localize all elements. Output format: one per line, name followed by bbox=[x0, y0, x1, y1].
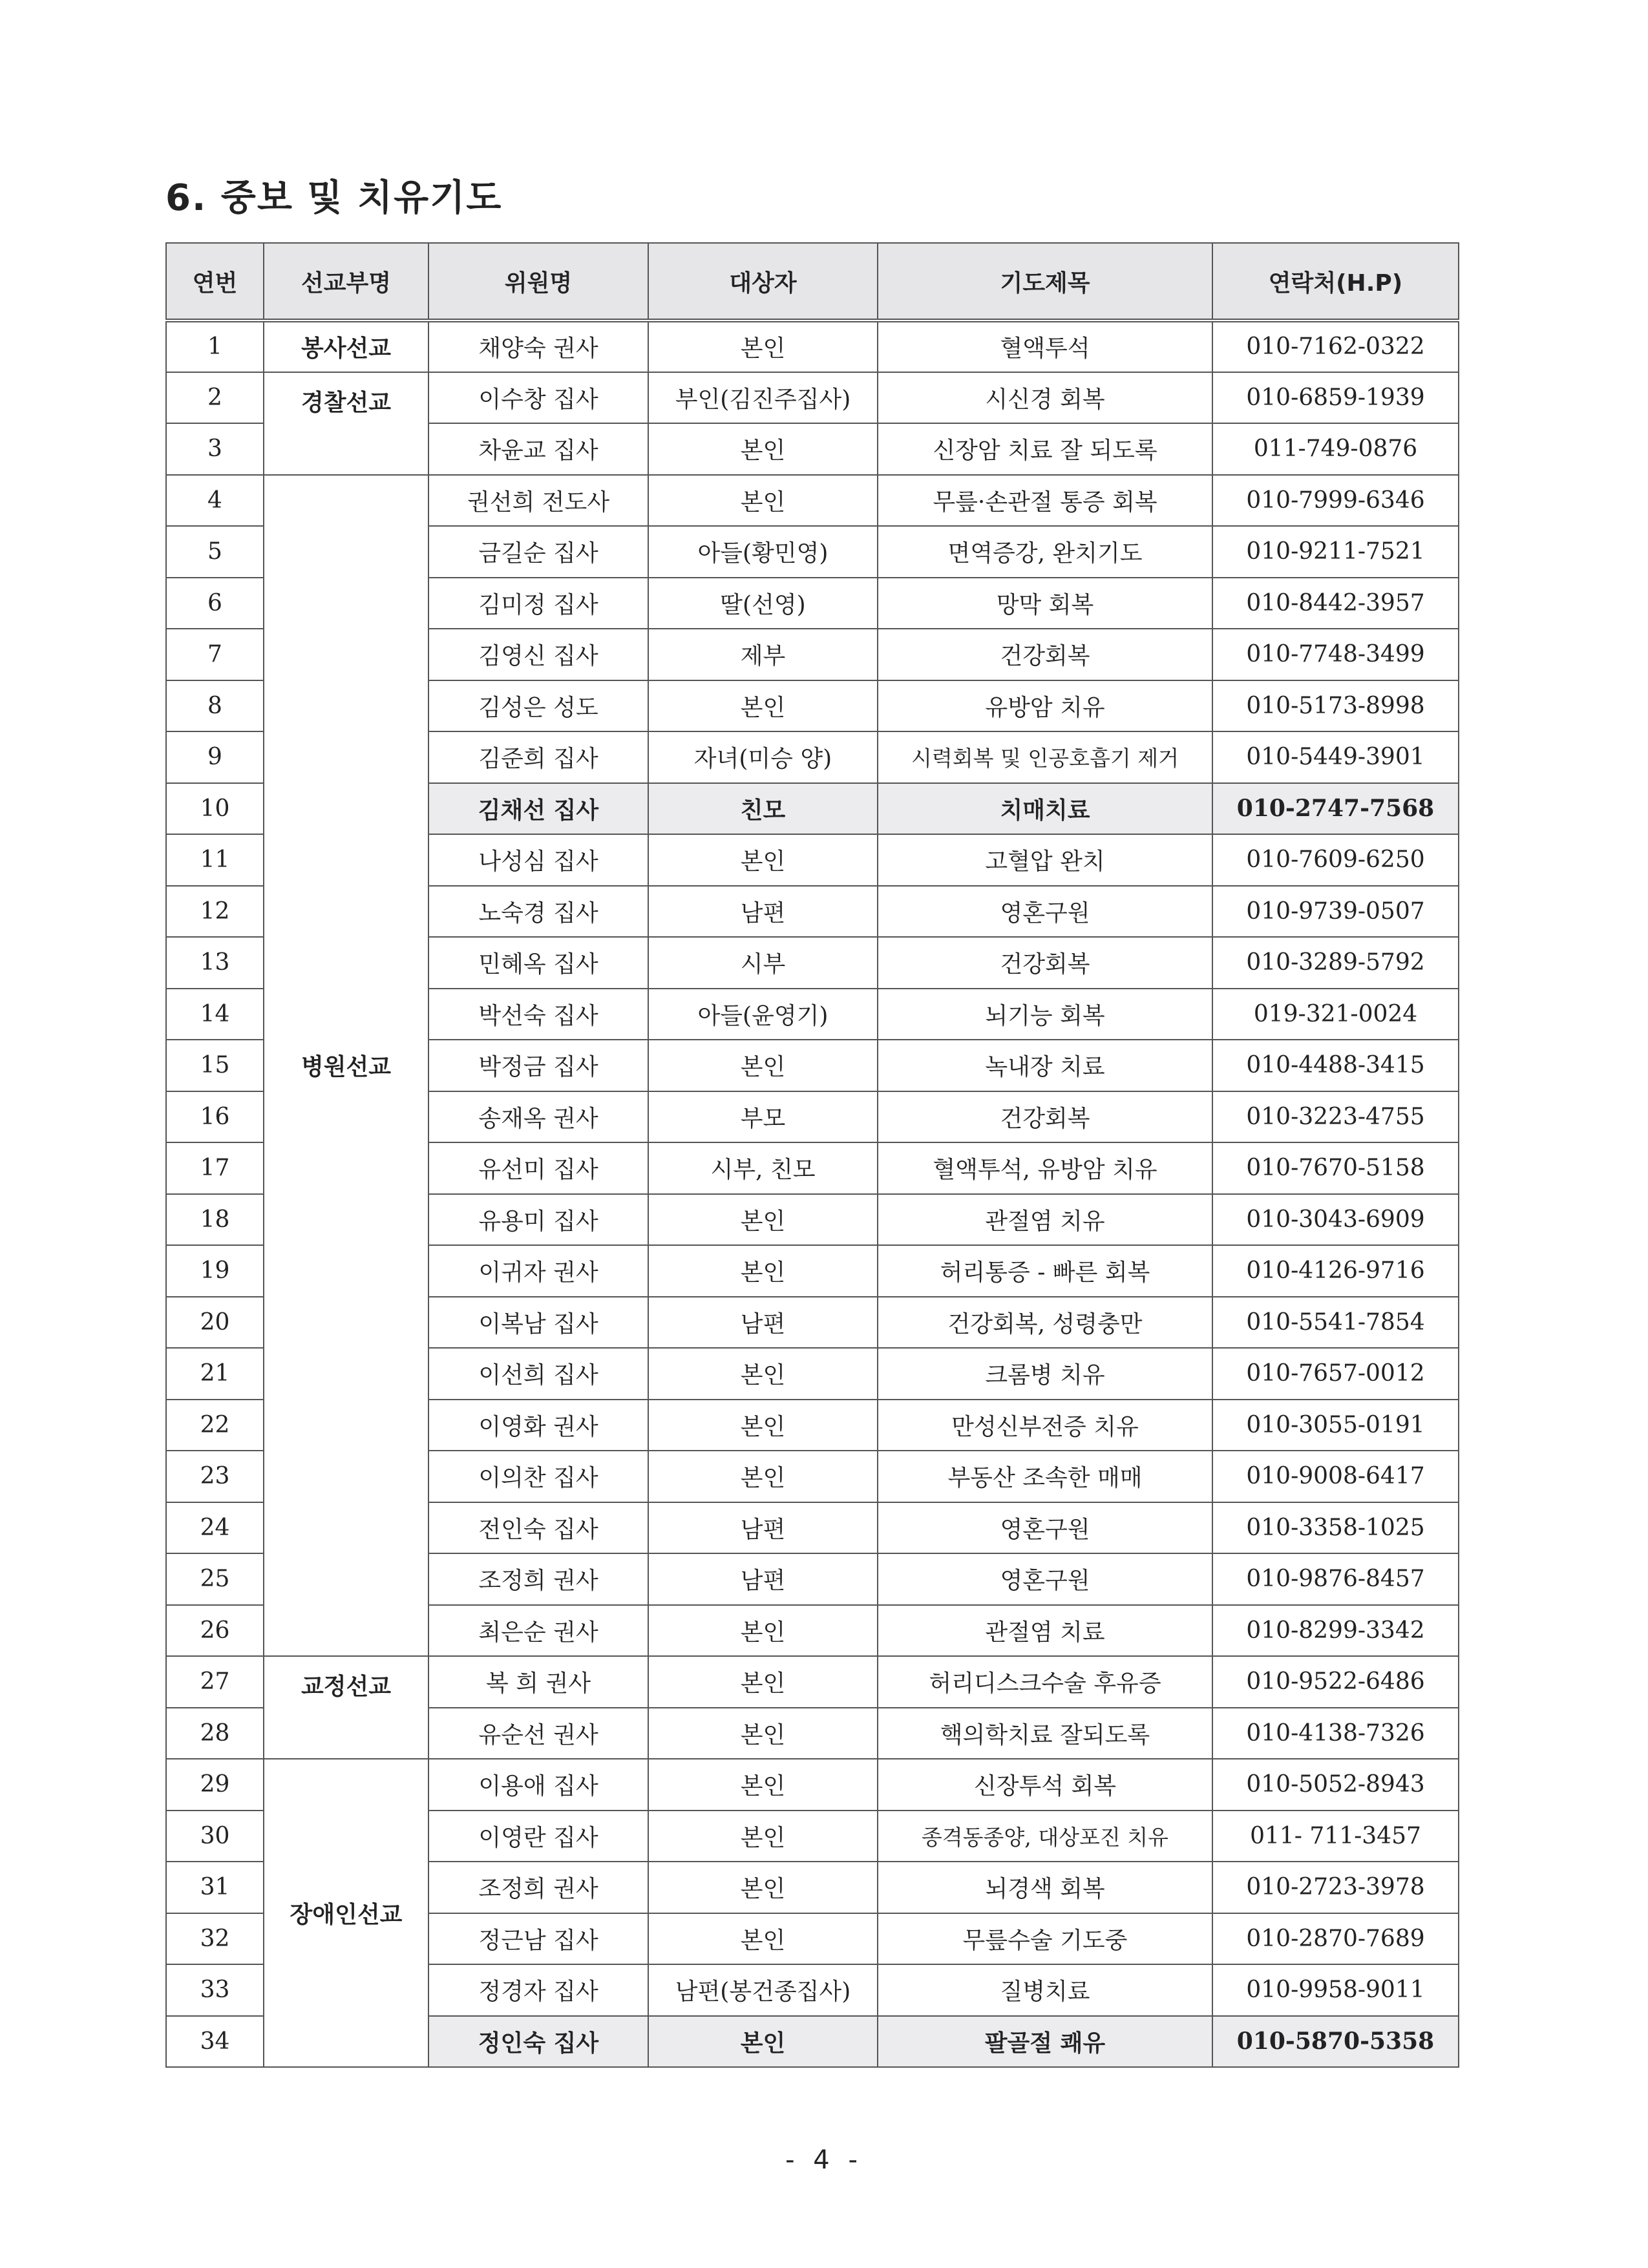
cell-no: 10 bbox=[166, 783, 264, 835]
cell-target: 남편 bbox=[648, 1502, 878, 1554]
cell-member: 채양숙 권사 bbox=[428, 320, 648, 372]
cell-phone: 010-7670-5158 bbox=[1212, 1142, 1459, 1194]
cell-member: 정경자 집사 bbox=[428, 1964, 648, 2016]
cell-no: 25 bbox=[166, 1553, 264, 1605]
cell-no: 13 bbox=[166, 937, 264, 989]
cell-member: 권선희 전도사 bbox=[428, 475, 648, 527]
cell-member: 송재옥 권사 bbox=[428, 1091, 648, 1143]
cell-no: 2 bbox=[166, 372, 264, 424]
cell-no: 15 bbox=[166, 1040, 264, 1091]
cell-topic: 혈액투석, 유방암 치유 bbox=[878, 1142, 1212, 1194]
cell-no: 27 bbox=[166, 1656, 264, 1708]
cell-dept: 교정선교 bbox=[264, 1656, 428, 1759]
cell-topic: 영혼구원 bbox=[878, 886, 1212, 938]
cell-member: 전인숙 집사 bbox=[428, 1502, 648, 1554]
cell-no: 5 bbox=[166, 526, 264, 578]
cell-topic: 신장암 치료 잘 되도록 bbox=[878, 423, 1212, 475]
table-header-row bbox=[166, 243, 1459, 320]
cell-topic: 건강회복 bbox=[878, 1091, 1212, 1143]
cell-member: 금길순 집사 bbox=[428, 526, 648, 578]
cell-topic: 고혈압 완치 bbox=[878, 834, 1212, 886]
cell-target: 본인 bbox=[648, 1194, 878, 1246]
cell-no: 4 bbox=[166, 475, 264, 527]
cell-topic: 영혼구원 bbox=[878, 1553, 1212, 1605]
header-member: 위원명 bbox=[428, 243, 648, 320]
cell-topic: 질병치료 bbox=[878, 1964, 1212, 2016]
cell-no: 23 bbox=[166, 1451, 264, 1502]
cell-target: 본인 bbox=[648, 1759, 878, 1811]
cell-phone: 010-4126-9716 bbox=[1212, 1245, 1459, 1297]
cell-member: 유선미 집사 bbox=[428, 1142, 648, 1194]
cell-target: 본인 bbox=[648, 1400, 878, 1451]
cell-target: 남편(봉건종집사) bbox=[648, 1964, 878, 2016]
cell-no: 30 bbox=[166, 1811, 264, 1862]
cell-target: 본인 bbox=[648, 1348, 878, 1400]
cell-no: 28 bbox=[166, 1708, 264, 1759]
cell-member: 이영화 권사 bbox=[428, 1400, 648, 1451]
cell-no: 12 bbox=[166, 886, 264, 938]
cell-target: 아들(윤영기) bbox=[648, 989, 878, 1040]
cell-target: 본인 bbox=[648, 1811, 878, 1862]
cell-member: 최은순 권사 bbox=[428, 1605, 648, 1657]
cell-phone: 011-749-0876 bbox=[1212, 423, 1459, 475]
cell-topic: 크롬병 치유 bbox=[878, 1348, 1212, 1400]
cell-no: 19 bbox=[166, 1245, 264, 1297]
cell-dept: 장애인선교 bbox=[264, 1759, 428, 2067]
cell-member: 김성은 성도 bbox=[428, 680, 648, 732]
cell-member: 이의찬 집사 bbox=[428, 1451, 648, 1502]
cell-no: 16 bbox=[166, 1091, 264, 1143]
cell-target: 본인 bbox=[648, 423, 878, 475]
table-row bbox=[166, 475, 1459, 527]
cell-phone: 010-7999-6346 bbox=[1212, 475, 1459, 527]
cell-topic: 시력회복 및 인공호흡기 제거 bbox=[878, 731, 1212, 783]
cell-target: 본인 bbox=[648, 475, 878, 527]
cell-target: 시부 bbox=[648, 937, 878, 989]
header-topic: 기도제목 bbox=[878, 243, 1212, 320]
cell-no: 26 bbox=[166, 1605, 264, 1657]
cell-no: 34 bbox=[166, 2016, 264, 2068]
cell-no: 31 bbox=[166, 1862, 264, 1913]
cell-target: 본인 bbox=[648, 1862, 878, 1913]
cell-topic: 팔골절 쾌유 bbox=[878, 2016, 1212, 2068]
prayer-table bbox=[165, 242, 1459, 2068]
cell-no: 17 bbox=[166, 1142, 264, 1194]
cell-phone: 010-5541-7854 bbox=[1212, 1297, 1459, 1349]
cell-member: 박선숙 집사 bbox=[428, 989, 648, 1040]
cell-member: 유순선 권사 bbox=[428, 1708, 648, 1759]
cell-phone: 010-5870-5358 bbox=[1212, 2016, 1459, 2068]
cell-phone: 010-9876-8457 bbox=[1212, 1553, 1459, 1605]
cell-target: 부모 bbox=[648, 1091, 878, 1143]
cell-phone: 010-3043-6909 bbox=[1212, 1194, 1459, 1246]
cell-phone: 010-5449-3901 bbox=[1212, 731, 1459, 783]
cell-member: 이선희 집사 bbox=[428, 1348, 648, 1400]
cell-phone: 010-2747-7568 bbox=[1212, 783, 1459, 835]
cell-target: 본인 bbox=[648, 320, 878, 372]
cell-topic: 망막 회복 bbox=[878, 578, 1212, 629]
cell-no: 7 bbox=[166, 629, 264, 680]
cell-no: 21 bbox=[166, 1348, 264, 1400]
cell-phone: 010-5052-8943 bbox=[1212, 1759, 1459, 1811]
header-target: 대상자 bbox=[648, 243, 878, 320]
cell-topic: 허리디스크수술 후유증 bbox=[878, 1656, 1212, 1708]
cell-target: 본인 bbox=[648, 2016, 878, 2068]
cell-member: 이용애 집사 bbox=[428, 1759, 648, 1811]
cell-topic: 신장투석 회복 bbox=[878, 1759, 1212, 1811]
table-row bbox=[166, 320, 1459, 372]
cell-phone: 010-7162-0322 bbox=[1212, 320, 1459, 372]
cell-member: 김채선 집사 bbox=[428, 783, 648, 835]
header-no: 연번 bbox=[166, 243, 264, 320]
cell-target: 친모 bbox=[648, 783, 878, 835]
cell-dept: 경찰선교 bbox=[264, 372, 428, 475]
cell-topic: 부동산 조속한 매매 bbox=[878, 1451, 1212, 1502]
cell-no: 11 bbox=[166, 834, 264, 886]
cell-topic: 뇌경색 회복 bbox=[878, 1862, 1212, 1913]
cell-target: 자녀(미승 양) bbox=[648, 731, 878, 783]
cell-member: 민혜옥 집사 bbox=[428, 937, 648, 989]
cell-topic: 치매치료 bbox=[878, 783, 1212, 835]
page-number: - 4 - bbox=[785, 2145, 863, 2175]
cell-no: 29 bbox=[166, 1759, 264, 1811]
cell-phone: 010-9522-6486 bbox=[1212, 1656, 1459, 1708]
cell-phone: 011- 711-3457 bbox=[1212, 1811, 1459, 1862]
cell-phone: 010-3055-0191 bbox=[1212, 1400, 1459, 1451]
cell-member: 정인숙 집사 bbox=[428, 2016, 648, 2068]
cell-target: 남편 bbox=[648, 886, 878, 938]
cell-no: 1 bbox=[166, 320, 264, 372]
cell-topic: 면역증강, 완치기도 bbox=[878, 526, 1212, 578]
cell-target: 본인 bbox=[648, 1245, 878, 1297]
cell-member: 김미정 집사 bbox=[428, 578, 648, 629]
cell-no: 22 bbox=[166, 1400, 264, 1451]
table-row bbox=[166, 1656, 1459, 1708]
cell-member: 조정희 권사 bbox=[428, 1862, 648, 1913]
cell-member: 이복남 집사 bbox=[428, 1297, 648, 1349]
cell-topic: 유방암 치유 bbox=[878, 680, 1212, 732]
cell-target: 본인 bbox=[648, 1913, 878, 1965]
cell-topic: 건강회복 bbox=[878, 629, 1212, 680]
cell-phone: 010-8442-3957 bbox=[1212, 578, 1459, 629]
cell-dept: 봉사선교 bbox=[264, 320, 428, 372]
cell-no: 9 bbox=[166, 731, 264, 783]
cell-phone: 019-321-0024 bbox=[1212, 989, 1459, 1040]
cell-topic: 뇌기능 회복 bbox=[878, 989, 1212, 1040]
section-title: 6. 중보 및 치유기도 bbox=[165, 177, 503, 219]
cell-target: 본인 bbox=[648, 1708, 878, 1759]
cell-topic: 무릎·손관절 통증 회복 bbox=[878, 475, 1212, 527]
cell-member: 김영신 집사 bbox=[428, 629, 648, 680]
cell-phone: 010-9958-9011 bbox=[1212, 1964, 1459, 2016]
cell-phone: 010-7609-6250 bbox=[1212, 834, 1459, 886]
cell-topic: 녹내장 치료 bbox=[878, 1040, 1212, 1091]
cell-no: 6 bbox=[166, 578, 264, 629]
cell-topic: 무릎수술 기도중 bbox=[878, 1913, 1212, 1965]
cell-target: 본인 bbox=[648, 1451, 878, 1502]
cell-no: 24 bbox=[166, 1502, 264, 1554]
cell-phone: 010-4138-7326 bbox=[1212, 1708, 1459, 1759]
cell-phone: 010-3358-1025 bbox=[1212, 1502, 1459, 1554]
cell-phone: 010-7748-3499 bbox=[1212, 629, 1459, 680]
cell-member: 유용미 집사 bbox=[428, 1194, 648, 1246]
cell-member: 정근남 집사 bbox=[428, 1913, 648, 1965]
cell-topic: 혈액투석 bbox=[878, 320, 1212, 372]
cell-member: 차윤교 집사 bbox=[428, 423, 648, 475]
cell-phone: 010-7657-0012 bbox=[1212, 1348, 1459, 1400]
cell-topic: 종격동종양, 대상포진 치유 bbox=[878, 1811, 1212, 1862]
cell-target: 본인 bbox=[648, 1040, 878, 1091]
cell-no: 33 bbox=[166, 1964, 264, 2016]
cell-target: 남편 bbox=[648, 1553, 878, 1605]
cell-member: 박정금 집사 bbox=[428, 1040, 648, 1091]
cell-member: 복 희 권사 bbox=[428, 1656, 648, 1708]
cell-topic: 만성신부전증 치유 bbox=[878, 1400, 1212, 1451]
cell-member: 김준희 집사 bbox=[428, 731, 648, 783]
cell-member: 이귀자 권사 bbox=[428, 1245, 648, 1297]
cell-no: 8 bbox=[166, 680, 264, 732]
cell-dept: 병원선교 bbox=[264, 475, 428, 1657]
cell-target: 본인 bbox=[648, 680, 878, 732]
cell-no: 20 bbox=[166, 1297, 264, 1349]
cell-target: 본인 bbox=[648, 1605, 878, 1657]
cell-topic: 건강회복 bbox=[878, 937, 1212, 989]
cell-member: 이영란 집사 bbox=[428, 1811, 648, 1862]
cell-phone: 010-5173-8998 bbox=[1212, 680, 1459, 732]
cell-no: 32 bbox=[166, 1913, 264, 1965]
cell-member: 노숙경 집사 bbox=[428, 886, 648, 938]
header-dept: 선교부명 bbox=[264, 243, 428, 320]
cell-target: 남편 bbox=[648, 1297, 878, 1349]
cell-target: 제부 bbox=[648, 629, 878, 680]
cell-topic: 관절염 치료 bbox=[878, 1605, 1212, 1657]
cell-no: 14 bbox=[166, 989, 264, 1040]
cell-member: 이수창 집사 bbox=[428, 372, 648, 424]
cell-topic: 관절염 치유 bbox=[878, 1194, 1212, 1246]
cell-phone: 010-3223-4755 bbox=[1212, 1091, 1459, 1143]
cell-phone: 010-6859-1939 bbox=[1212, 372, 1459, 424]
cell-target: 아들(황민영) bbox=[648, 526, 878, 578]
cell-member: 조정희 권사 bbox=[428, 1553, 648, 1605]
cell-topic: 핵의학치료 잘되도록 bbox=[878, 1708, 1212, 1759]
cell-phone: 010-4488-3415 bbox=[1212, 1040, 1459, 1091]
cell-phone: 010-9739-0507 bbox=[1212, 886, 1459, 938]
cell-topic: 허리통증 - 빠른 회복 bbox=[878, 1245, 1212, 1297]
cell-target: 부인(김진주집사) bbox=[648, 372, 878, 424]
table-row bbox=[166, 1759, 1459, 1811]
cell-phone: 010-8299-3342 bbox=[1212, 1605, 1459, 1657]
cell-target: 본인 bbox=[648, 834, 878, 886]
cell-no: 18 bbox=[166, 1194, 264, 1246]
cell-target: 시부, 친모 bbox=[648, 1142, 878, 1194]
cell-target: 딸(선영) bbox=[648, 578, 878, 629]
cell-phone: 010-3289-5792 bbox=[1212, 937, 1459, 989]
header-phone: 연락처(H.P) bbox=[1212, 243, 1459, 320]
cell-phone: 010-9211-7521 bbox=[1212, 526, 1459, 578]
cell-topic: 건강회복, 성령충만 bbox=[878, 1297, 1212, 1349]
cell-topic: 시신경 회복 bbox=[878, 372, 1212, 424]
cell-phone: 010-9008-6417 bbox=[1212, 1451, 1459, 1502]
cell-phone: 010-2870-7689 bbox=[1212, 1913, 1459, 1965]
table-row bbox=[166, 372, 1459, 424]
cell-member: 나성심 집사 bbox=[428, 834, 648, 886]
cell-phone: 010-2723-3978 bbox=[1212, 1862, 1459, 1913]
cell-no: 3 bbox=[166, 423, 264, 475]
cell-topic: 영혼구원 bbox=[878, 1502, 1212, 1554]
cell-target: 본인 bbox=[648, 1656, 878, 1708]
